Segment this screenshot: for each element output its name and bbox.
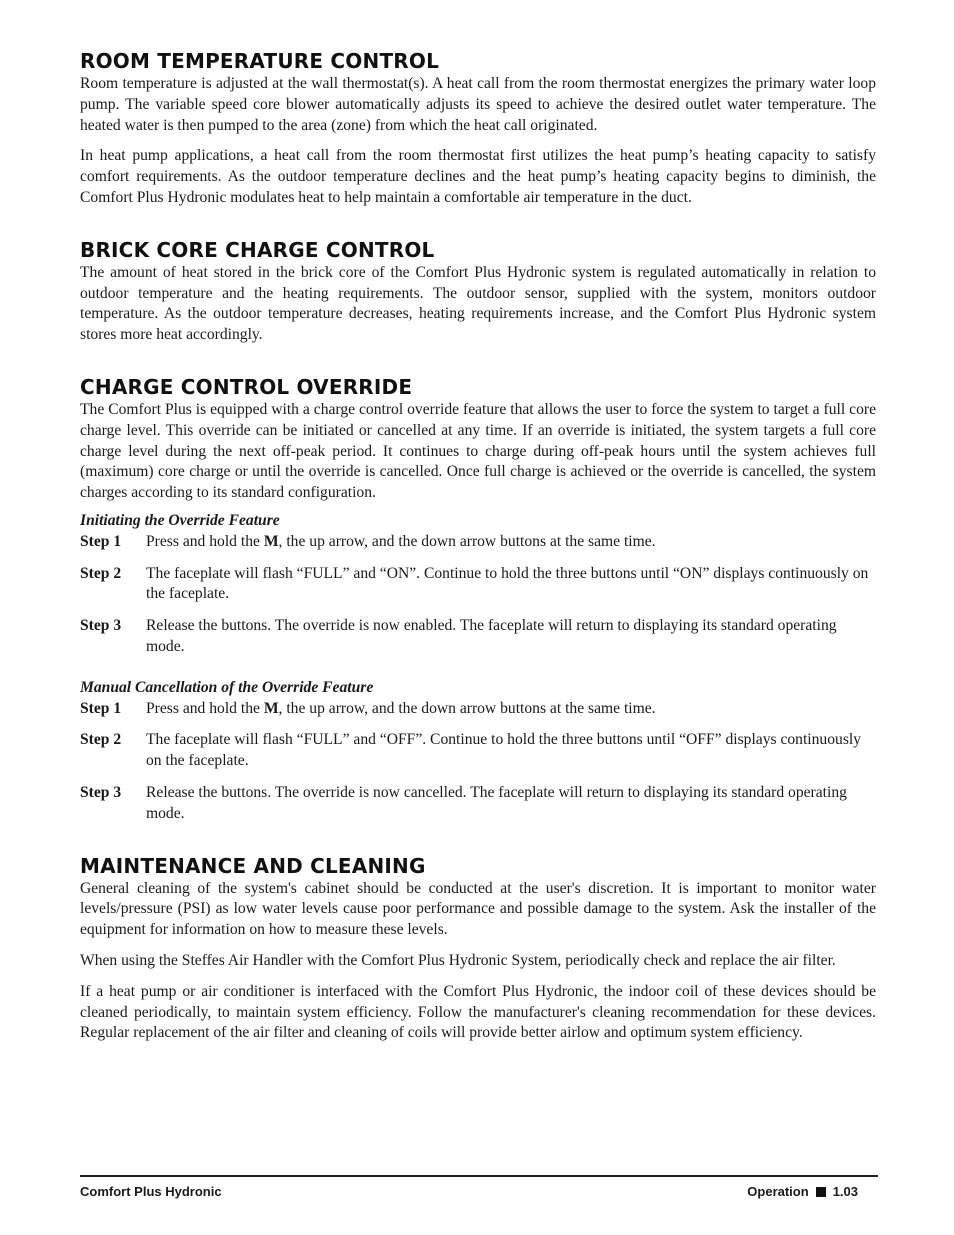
step-label: Step 1 <box>80 532 122 550</box>
footer-page-number: 1.03 <box>832 1184 858 1199</box>
section-room-temperature <box>80 48 876 209</box>
section-heading: BRICK CORE CHARGE CONTROL <box>80 237 435 262</box>
step-label: Step 3 <box>80 617 122 635</box>
step-text: The faceplate will flash “FULL” and “ON”. Continue to hold the three buttons until “ON” displays continuously on the faceplate. <box>146 564 869 603</box>
step-text: Release the buttons. The override is now enabled. The faceplate will return to displaying its standard operating mode. <box>146 617 837 655</box>
square-bullet-icon <box>816 1187 826 1197</box>
initiate-steps <box>80 532 876 658</box>
step-label: Step 1 <box>80 699 122 717</box>
section-charge-override <box>80 374 876 825</box>
section-maintenance <box>80 853 876 1045</box>
footer-divider <box>80 1175 878 1177</box>
paragraph: Room temperature is adjusted at the wall thermostat(s). A heat call from the room thermostat energizes the primary water loop pump. The variable speed core blower automatically adjusts its speed to achieve the desired outlet water temperature. The heated water is then pumped to the area (zone) from which the heat call originated. <box>80 75 876 134</box>
section-heading: ROOM TEMPERATURE CONTROL <box>80 49 440 73</box>
step-label: Step 2 <box>80 564 122 582</box>
step-text: Press and hold the M, the up arrow, and the down arrow buttons at the same time. <box>146 699 656 717</box>
document-page <box>80 48 876 1044</box>
paragraph: If a heat pump or air conditioner is interfaced with the Comfort Plus Hydronic, the indoor coil of these devices should be cleaned periodically, to maintain system efficiency. Follow the manufacturer's cleaning recommendation for these devices. Regular replacement of the air filter and cleaning of coils will provide better airlow and optimum system efficiency. <box>80 982 876 1042</box>
subheading-cancellation: Manual Cancellation of the Override Feature <box>80 678 374 696</box>
step-item <box>80 699 876 720</box>
step-text: Release the buttons. The override is now cancelled. The faceplate will return to displaying its standard operating mode. <box>146 783 847 822</box>
footer-doc-title: Comfort Plus Hydronic <box>80 1184 222 1199</box>
step-item <box>80 783 876 825</box>
step-item <box>80 532 876 553</box>
step-label: Step 3 <box>80 783 122 801</box>
step-text: The faceplate will flash “FULL” and “OFF”. Continue to hold the three buttons until “OFF” displays continuously on the faceplate. <box>146 731 862 770</box>
section-heading: CHARGE CONTROL OVERRIDE <box>80 374 413 399</box>
paragraph: General cleaning of the system's cabinet should be conducted at the user's discretion. It is important to monitor water levels/pressure (PSI) as low water levels cause poor performance and possible damage to the system. Ask the installer of the equipment for information on how to measure these levels. <box>80 879 876 939</box>
footer-section-name: Operation <box>747 1184 809 1199</box>
page-footer <box>80 1184 858 1200</box>
step-text: Press and hold the M, the up arrow, and the down arrow buttons at the same time. <box>146 532 656 550</box>
paragraph: The Comfort Plus is equipped with a charge control override feature that allows the user to force the system to target a full core charge level. This override can be initiated or cancelled at any time. If an override is initiated, the system targets a full core charge level during the next off-peak period. It continues to charge during off-peak hours until the system achieves full (maximum) core charge or until the override is cancelled. Once full charge is achieved or the override is cancelled, the system charges according to its standard configuration. <box>80 400 876 502</box>
step-item <box>80 730 876 772</box>
step-item <box>80 564 876 606</box>
paragraph: When using the Steffes Air Handler with the Comfort Plus Hydronic System, periodically check and replace the air filter. <box>80 951 836 969</box>
step-item <box>80 616 876 658</box>
subheading-initiating: Initiating the Override Feature <box>80 511 280 529</box>
step-label: Step 2 <box>80 731 122 749</box>
paragraph: In heat pump applications, a heat call from the room thermostat first utilizes the heat pump’s heating capacity to satisfy comfort requirements. As the outdoor temperature declines and the heat pump’s heating capacity begins to diminish, the Comfort Plus Hydronic modulates heat to help maintain a comfortable air temperature in the duct. <box>80 147 876 206</box>
section-heading: MAINTENANCE AND CLEANING <box>80 853 426 878</box>
paragraph: The amount of heat stored in the brick core of the Comfort Plus Hydronic system is regulated automatically in relation to outdoor temperature and the heating requirements. The outdoor sensor, supplied with the system, monitors outdoor temperature. As the outdoor temperature decreases, heating requirements increase, and the Comfort Plus Hydronic system stores more heat accordingly. <box>80 263 876 344</box>
cancel-steps <box>80 699 876 825</box>
footer-page-ref <box>747 1184 858 1200</box>
section-brick-core <box>80 237 876 346</box>
